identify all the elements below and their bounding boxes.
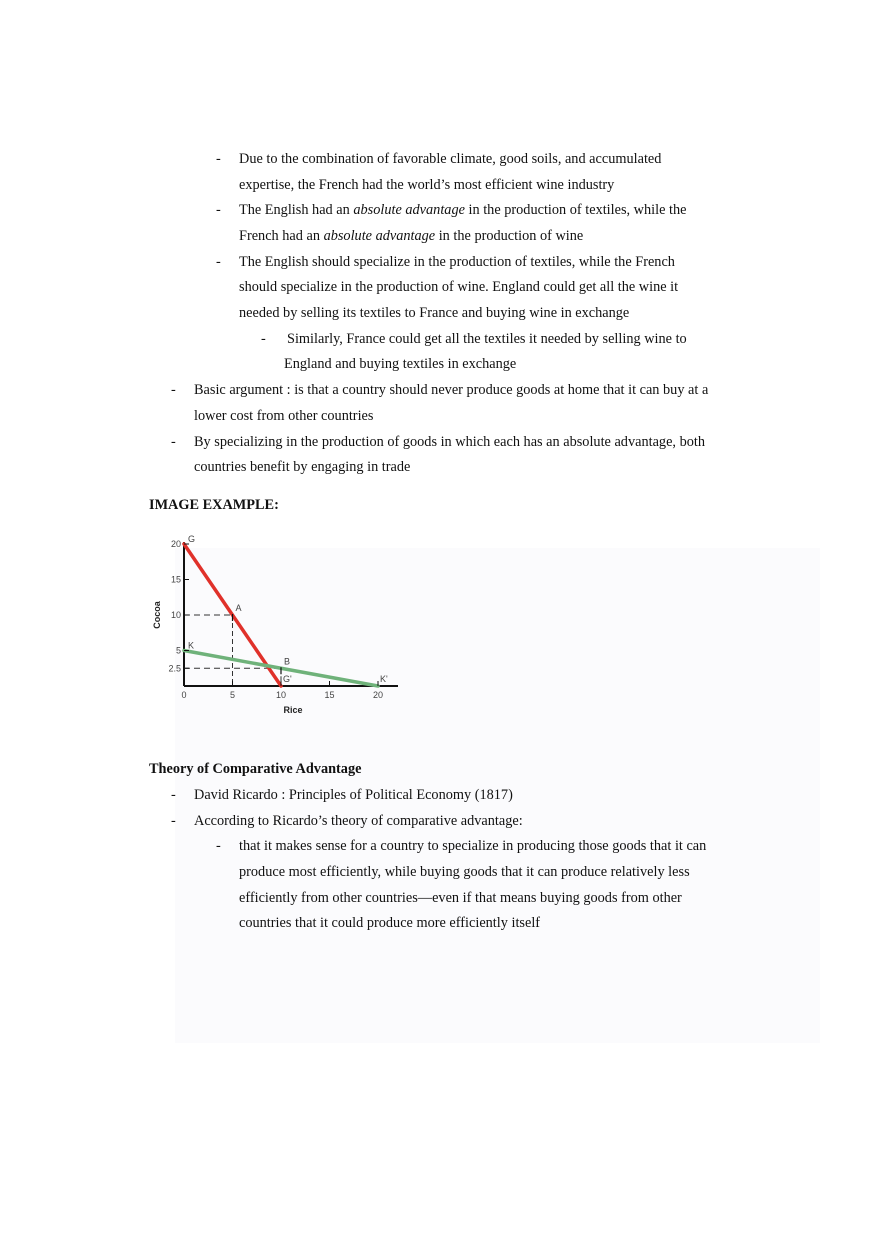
bullet-dash: -: [216, 151, 221, 167]
bullet-line: According to Ricardo’s theory of comparative advantage:: [194, 813, 523, 829]
bullet-line: countries that it could produce more efficiently itself: [239, 915, 541, 931]
x-axis-label: Rice: [283, 705, 303, 715]
bullet-line: Due to the combination of favorable climate, good soils, and accumulated: [239, 151, 662, 167]
x-tick-label: 20: [372, 690, 384, 700]
x-tick-label: 5: [229, 690, 236, 700]
x-tick-label: 0: [181, 690, 187, 700]
bullet-dash: -: [216, 838, 221, 854]
section-heading: Theory of Comparative Advantage: [149, 761, 362, 777]
bullet-line: lower cost from other countries: [194, 408, 374, 424]
x-tick-label: 15: [324, 690, 335, 700]
y-tick-label: 10: [170, 610, 181, 620]
bullet-line: The English should specialize in the production of textiles, while the French: [239, 254, 675, 270]
image-example-heading: IMAGE EXAMPLE:: [149, 497, 279, 513]
bullet-line: efficiently from other countries—even if that means buying goods from other: [239, 890, 682, 906]
x-tick-label: 10: [275, 690, 287, 700]
bullet-line: The English had an absolute advantage in the production of textiles, while the: [239, 202, 687, 218]
ppf-chart: [148, 528, 410, 722]
bullet-line: needed by selling its textiles to France and buying wine in exchange: [239, 305, 630, 321]
chart-labels: [152, 534, 388, 715]
bullet-dash: -: [216, 254, 221, 270]
y-tick-label: 20: [170, 539, 181, 549]
bullet-dash: -: [171, 382, 176, 398]
bullet-line: England and buying textiles in exchange: [284, 356, 517, 372]
series-end-label: G': [283, 674, 292, 684]
point-label: B: [284, 656, 291, 667]
bullet-line: David Ricardo : Principles of Political Economy (1817): [194, 787, 513, 803]
series-start-label: K: [188, 640, 195, 651]
point-label: A: [235, 603, 242, 613]
bullet-line: countries benefit by engaging in trade: [194, 459, 411, 475]
bullet-line: Similarly, France could get all the textiles it needed by selling wine to: [287, 331, 687, 347]
y-tick-label: 2.5: [168, 663, 181, 674]
bullet-line: Basic argument : is that a country should never produce goods at home that it can buy at a: [194, 382, 709, 398]
bullet-dash: -: [171, 813, 176, 829]
bullet-line: should specialize in the production of wine. England could get all the wine it: [239, 279, 679, 295]
bullet-line: French had an absolute advantage in the production of wine: [239, 228, 584, 244]
chart-series: [184, 544, 378, 686]
series-start-label: G: [188, 534, 196, 544]
bullet-line: expertise, the French had the world’s most efficient wine industry: [239, 177, 615, 193]
series-end-label: K': [380, 674, 388, 684]
y-tick-label: 15: [170, 574, 181, 585]
chart-axes: [184, 542, 398, 686]
bullet-dash: -: [171, 434, 176, 450]
y-tick-label: 5: [175, 645, 181, 656]
bullet-dash: -: [171, 787, 176, 803]
chart-guides: [184, 615, 281, 686]
bullet-line: produce most efficiently, while buying goods that it can produce relatively less: [239, 864, 690, 880]
emphasis-text: absolute advantage: [353, 202, 465, 218]
emphasis-text: absolute advantage: [323, 228, 436, 244]
bullet-line: that it makes sense for a country to specialize in producing those goods that it can: [239, 838, 707, 854]
y-axis-label: Cocoa: [152, 601, 162, 629]
bullet-dash: -: [216, 202, 221, 218]
bullet-dash: -: [261, 331, 266, 347]
bullet-line: By specializing in the production of goods in which each has an absolute advantage, both: [194, 434, 705, 450]
